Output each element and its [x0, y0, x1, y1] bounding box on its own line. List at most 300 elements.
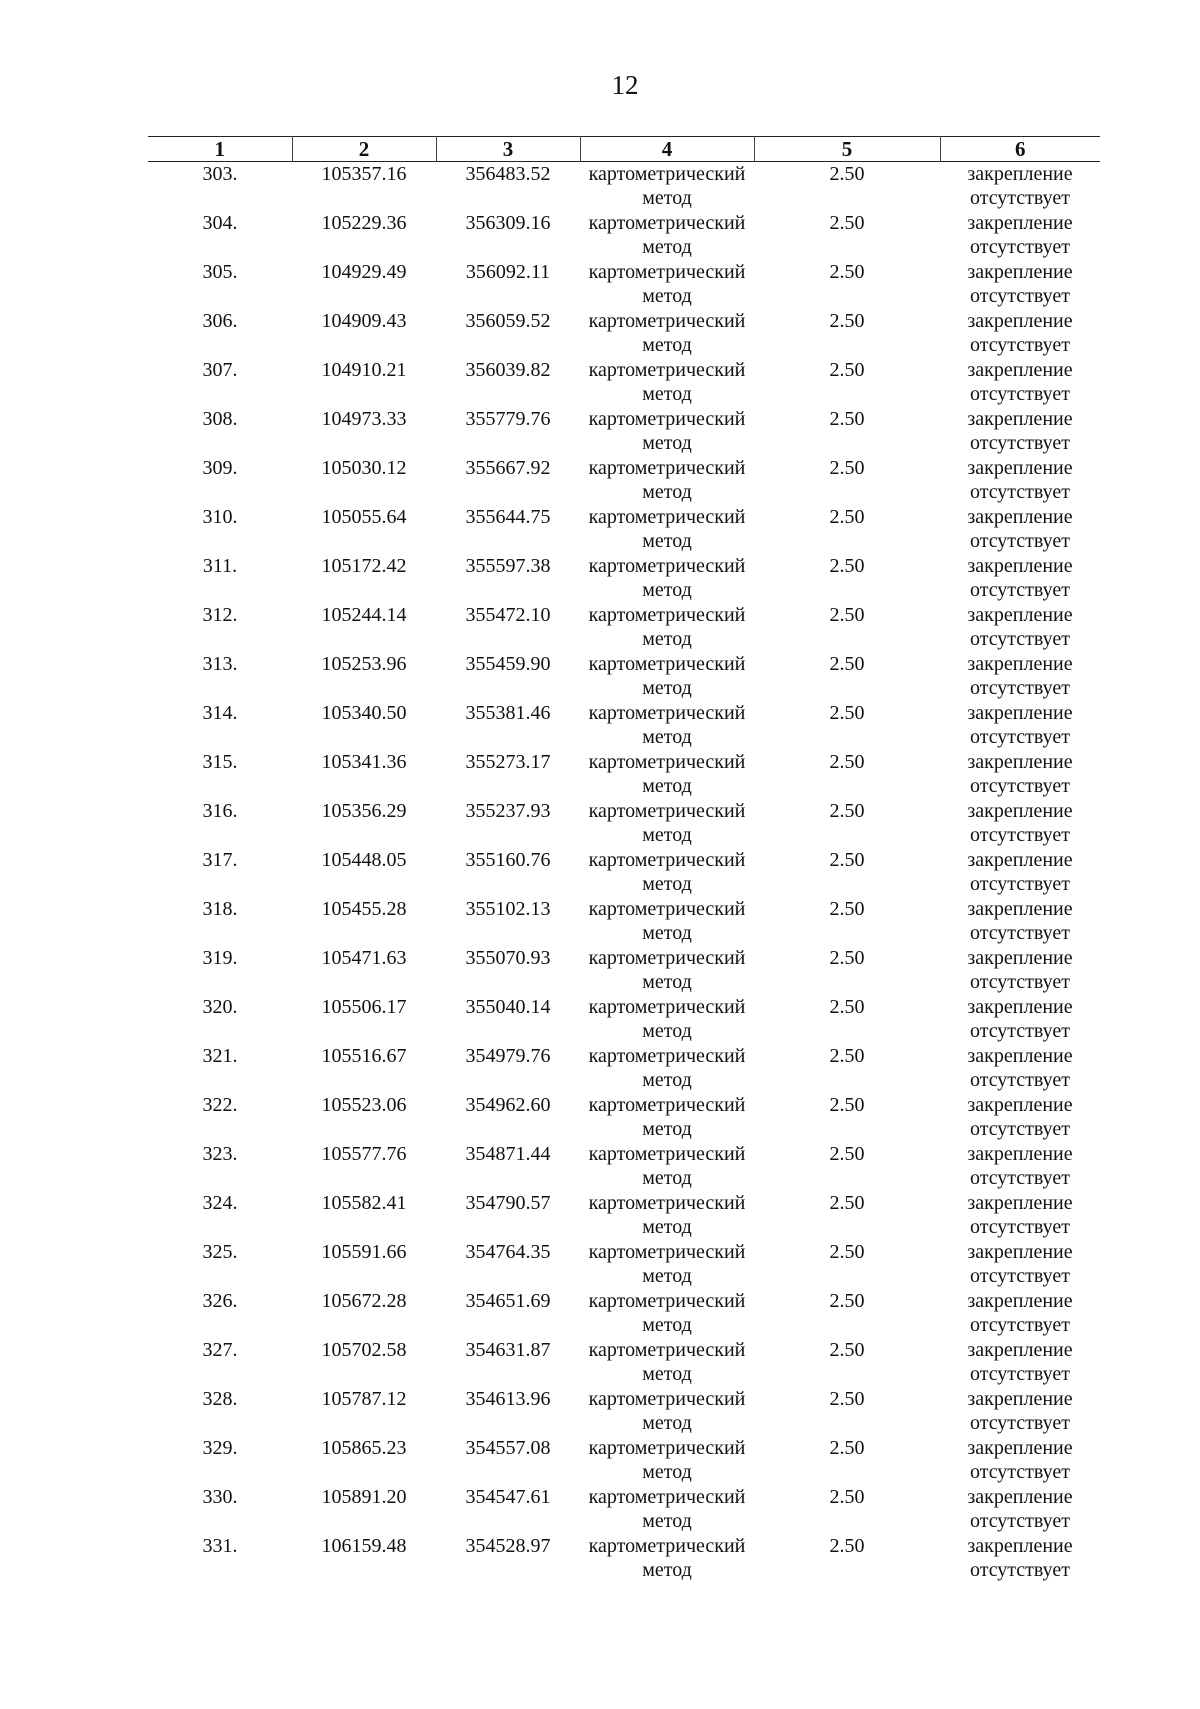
method-line-1: картометрический: [588, 1437, 746, 1459]
method-line-2: метод: [642, 1265, 692, 1287]
fixing-line-2: отсутствует: [969, 824, 1071, 846]
point-number: 321.: [202, 1045, 238, 1067]
fixing-line-1: закрепление: [967, 408, 1073, 430]
coordinate-y: 355040.14: [465, 996, 551, 1018]
method-line-2: метод: [642, 383, 692, 405]
accuracy-value: 2.50: [829, 800, 865, 822]
table-row: [148, 505, 1100, 554]
coordinate-y: 354651.69: [465, 1290, 551, 1312]
accuracy-value: 2.50: [829, 604, 865, 626]
determination-method: [580, 652, 754, 701]
method-line-1: картометрический: [588, 1486, 746, 1508]
coordinate-x: 105865.23: [321, 1437, 407, 1459]
fixing-line-2: отсутствует: [969, 971, 1071, 993]
fixing-description: [940, 456, 1100, 505]
determination-method: [580, 1142, 754, 1191]
coordinate-x: 104973.33: [321, 408, 407, 430]
column-header-3: 3: [436, 137, 580, 162]
table-row: [148, 1044, 1100, 1093]
coordinate-x: 105244.14: [321, 604, 407, 626]
table-row: [148, 750, 1100, 799]
fixing-line-1: закрепление: [967, 1388, 1073, 1410]
point-number: 310.: [202, 506, 238, 528]
table-row: [148, 848, 1100, 897]
fixing-line-2: отсутствует: [969, 187, 1071, 209]
table-row: [148, 946, 1100, 995]
method-line-2: метод: [642, 1363, 692, 1385]
determination-method: [580, 995, 754, 1044]
fixing-description: [940, 1044, 1100, 1093]
fixing-description: [940, 1142, 1100, 1191]
determination-method: [580, 1240, 754, 1289]
coordinate-y: 354962.60: [465, 1094, 551, 1116]
method-line-1: картометрический: [588, 1388, 746, 1410]
accuracy-value: 2.50: [829, 849, 865, 871]
coordinate-y: 355667.92: [465, 457, 551, 479]
method-line-2: метод: [642, 824, 692, 846]
column-header-4: 4: [580, 137, 754, 162]
fixing-line-1: закрепление: [967, 1290, 1073, 1312]
method-line-1: картометрический: [588, 408, 746, 430]
fixing-line-2: отсутствует: [969, 579, 1071, 601]
coordinate-y: 355644.75: [465, 506, 551, 528]
method-line-2: метод: [642, 334, 692, 356]
coordinate-y: 355459.90: [465, 653, 551, 675]
method-line-2: метод: [642, 1559, 692, 1581]
fixing-line-2: отсутствует: [969, 334, 1071, 356]
method-line-1: картометрический: [588, 359, 746, 381]
fixing-description: [940, 162, 1100, 212]
accuracy-value: 2.50: [829, 1388, 865, 1410]
point-number: 326.: [202, 1290, 238, 1312]
fixing-description: [940, 946, 1100, 995]
accuracy-value: 2.50: [829, 653, 865, 675]
coordinate-y: 356039.82: [465, 359, 551, 381]
determination-method: [580, 1387, 754, 1436]
coordinate-y: 355070.93: [465, 947, 551, 969]
fixing-line-1: закрепление: [967, 751, 1073, 773]
point-number: 318.: [202, 898, 238, 920]
accuracy-value: 2.50: [829, 457, 865, 479]
method-line-2: метод: [642, 579, 692, 601]
coordinate-x: 105253.96: [321, 653, 407, 675]
coordinate-y: 354979.76: [465, 1045, 551, 1067]
method-line-1: картометрический: [588, 898, 746, 920]
fixing-line-2: отсутствует: [969, 1069, 1071, 1091]
method-line-1: картометрический: [588, 212, 746, 234]
method-line-2: метод: [642, 1314, 692, 1336]
page-number: 12: [611, 70, 639, 100]
accuracy-value: 2.50: [829, 1241, 865, 1263]
table-row: [148, 701, 1100, 750]
method-line-2: метод: [642, 1167, 692, 1189]
method-line-2: метод: [642, 187, 692, 209]
determination-method: [580, 1534, 754, 1583]
point-number: 316.: [202, 800, 238, 822]
method-line-2: метод: [642, 1461, 692, 1483]
fixing-line-1: закрепление: [967, 947, 1073, 969]
fixing-description: [940, 260, 1100, 309]
fixing-description: [940, 1289, 1100, 1338]
determination-method: [580, 603, 754, 652]
coordinate-x: 106159.48: [321, 1535, 407, 1557]
accuracy-value: 2.50: [829, 1535, 865, 1557]
accuracy-value: 2.50: [829, 1045, 865, 1067]
fixing-line-2: отсутствует: [969, 873, 1071, 895]
table-row: [148, 1534, 1100, 1583]
fixing-description: [940, 701, 1100, 750]
fixing-description: [940, 848, 1100, 897]
fixing-line-1: закрепление: [967, 1339, 1073, 1361]
point-number: 305.: [202, 261, 238, 283]
method-line-2: метод: [642, 1216, 692, 1238]
method-line-2: метод: [642, 1118, 692, 1140]
fixing-line-1: закрепление: [967, 1241, 1073, 1263]
coordinate-y: 354631.87: [465, 1339, 551, 1361]
accuracy-value: 2.50: [829, 163, 865, 185]
accuracy-value: 2.50: [829, 408, 865, 430]
fixing-description: [940, 1338, 1100, 1387]
fixing-line-2: отсутствует: [969, 1314, 1071, 1336]
table-row: [148, 407, 1100, 456]
method-line-2: метод: [642, 922, 692, 944]
determination-method: [580, 848, 754, 897]
point-number: 309.: [202, 457, 238, 479]
coordinate-x: 105582.41: [321, 1192, 407, 1214]
point-number: 331.: [202, 1535, 238, 1557]
coordinate-x: 105523.06: [321, 1094, 407, 1116]
table-row: [148, 1142, 1100, 1191]
accuracy-value: 2.50: [829, 1437, 865, 1459]
table-row: [148, 1093, 1100, 1142]
coordinate-y: 354528.97: [465, 1535, 551, 1557]
determination-method: [580, 1436, 754, 1485]
determination-method: [580, 358, 754, 407]
method-line-1: картометрический: [588, 1143, 746, 1165]
accuracy-value: 2.50: [829, 212, 865, 234]
method-line-2: метод: [642, 285, 692, 307]
accuracy-value: 2.50: [829, 996, 865, 1018]
accuracy-value: 2.50: [829, 359, 865, 381]
method-line-2: метод: [642, 628, 692, 650]
accuracy-value: 2.50: [829, 1094, 865, 1116]
accuracy-value: 2.50: [829, 1192, 865, 1214]
coordinate-x: 105340.50: [321, 702, 407, 724]
fixing-line-1: закрепление: [967, 212, 1073, 234]
method-line-1: картометрический: [588, 1241, 746, 1263]
table-row: [148, 309, 1100, 358]
fixing-line-2: отсутствует: [969, 726, 1071, 748]
accuracy-value: 2.50: [829, 1339, 865, 1361]
table-row: [148, 1387, 1100, 1436]
coordinate-y: 356309.16: [465, 212, 551, 234]
coordinate-y: 354764.35: [465, 1241, 551, 1263]
coordinate-x: 105891.20: [321, 1486, 407, 1508]
determination-method: [580, 162, 754, 212]
column-header-6: 6: [940, 137, 1100, 162]
method-line-2: метод: [642, 481, 692, 503]
table-body: [148, 162, 1100, 1584]
point-number: 319.: [202, 947, 238, 969]
fixing-line-2: отсутствует: [969, 1265, 1071, 1287]
accuracy-value: 2.50: [829, 1486, 865, 1508]
fixing-line-2: отсутствует: [969, 383, 1071, 405]
determination-method: [580, 505, 754, 554]
method-line-1: картометрический: [588, 800, 746, 822]
column-header-2: 2: [292, 137, 436, 162]
coordinate-x: 105577.76: [321, 1143, 407, 1165]
coordinate-y: 355102.13: [465, 898, 551, 920]
fixing-line-1: закрепление: [967, 310, 1073, 332]
point-number: 313.: [202, 653, 238, 675]
accuracy-value: 2.50: [829, 555, 865, 577]
coordinate-x: 105672.28: [321, 1290, 407, 1312]
table-row: [148, 603, 1100, 652]
fixing-line-1: закрепление: [967, 849, 1073, 871]
accuracy-value: 2.50: [829, 261, 865, 283]
method-line-1: картометрический: [588, 310, 746, 332]
point-number: 327.: [202, 1339, 238, 1361]
method-line-2: метод: [642, 1020, 692, 1042]
coordinate-y: 356483.52: [465, 163, 551, 185]
coordinate-y: 356059.52: [465, 310, 551, 332]
method-line-1: картометрический: [588, 163, 746, 185]
fixing-line-2: отсутствует: [969, 628, 1071, 650]
method-line-1: картометрический: [588, 1339, 746, 1361]
coordinate-x: 105787.12: [321, 1388, 407, 1410]
method-line-2: метод: [642, 236, 692, 258]
method-line-1: картометрический: [588, 555, 746, 577]
fixing-line-1: закрепление: [967, 653, 1073, 675]
point-number: 315.: [202, 751, 238, 773]
method-line-2: метод: [642, 775, 692, 797]
coordinate-x: 105471.63: [321, 947, 407, 969]
method-line-1: картометрический: [588, 1192, 746, 1214]
coordinate-y: 355779.76: [465, 408, 551, 430]
point-number: 304.: [202, 212, 238, 234]
point-number: 323.: [202, 1143, 238, 1165]
coordinate-x: 105357.16: [321, 163, 407, 185]
fixing-description: [940, 1191, 1100, 1240]
fixing-description: [940, 1485, 1100, 1534]
method-line-1: картометрический: [588, 653, 746, 675]
fixing-line-1: закрепление: [967, 359, 1073, 381]
coordinate-y: 354790.57: [465, 1192, 551, 1214]
determination-method: [580, 260, 754, 309]
coordinate-y: 355160.76: [465, 849, 551, 871]
fixing-line-1: закрепление: [967, 1535, 1073, 1557]
fixing-line-2: отсутствует: [969, 922, 1071, 944]
coordinate-x: 105341.36: [321, 751, 407, 773]
table-row: [148, 799, 1100, 848]
coordinate-y: 354871.44: [465, 1143, 551, 1165]
point-number: 307.: [202, 359, 238, 381]
fixing-line-2: отсутствует: [969, 1461, 1071, 1483]
coordinate-y: 354557.08: [465, 1437, 551, 1459]
method-line-1: картометрический: [588, 604, 746, 626]
determination-method: [580, 1044, 754, 1093]
method-line-2: метод: [642, 971, 692, 993]
coordinate-x: 104910.21: [321, 359, 407, 381]
coordinate-y: 354547.61: [465, 1486, 551, 1508]
table-row: [148, 260, 1100, 309]
table-row: [148, 1338, 1100, 1387]
fixing-line-1: закрепление: [967, 1486, 1073, 1508]
method-line-2: метод: [642, 530, 692, 552]
method-line-1: картометрический: [588, 1094, 746, 1116]
column-header-5: 5: [754, 137, 940, 162]
determination-method: [580, 1191, 754, 1240]
determination-method: [580, 1289, 754, 1338]
fixing-line-1: закрепление: [967, 506, 1073, 528]
fixing-description: [940, 554, 1100, 603]
method-line-1: картометрический: [588, 996, 746, 1018]
fixing-line-1: закрепление: [967, 800, 1073, 822]
method-line-2: метод: [642, 873, 692, 895]
point-number: 314.: [202, 702, 238, 724]
table-row: [148, 456, 1100, 505]
coordinate-y: 354613.96: [465, 1388, 551, 1410]
method-line-1: картометрический: [588, 457, 746, 479]
accuracy-value: 2.50: [829, 751, 865, 773]
method-line-1: картометрический: [588, 947, 746, 969]
point-number: 320.: [202, 996, 238, 1018]
fixing-line-2: отсутствует: [969, 1510, 1071, 1532]
fixing-line-2: отсутствует: [969, 775, 1071, 797]
accuracy-value: 2.50: [829, 1143, 865, 1165]
determination-method: [580, 309, 754, 358]
accuracy-value: 2.50: [829, 506, 865, 528]
accuracy-value: 2.50: [829, 702, 865, 724]
table-row: [148, 897, 1100, 946]
determination-method: [580, 1485, 754, 1534]
table-row: [148, 995, 1100, 1044]
fixing-line-2: отсутствует: [969, 1559, 1071, 1581]
fixing-description: [940, 358, 1100, 407]
method-line-2: метод: [642, 432, 692, 454]
point-number: 329.: [202, 1437, 238, 1459]
point-number: 317.: [202, 849, 238, 871]
fixing-line-2: отсутствует: [969, 530, 1071, 552]
coordinate-y: 356092.11: [465, 261, 551, 283]
fixing-description: [940, 897, 1100, 946]
point-number: 308.: [202, 408, 238, 430]
determination-method: [580, 554, 754, 603]
fixing-description: [940, 1093, 1100, 1142]
fixing-description: [940, 750, 1100, 799]
point-number: 324.: [202, 1192, 238, 1214]
coordinate-x: 105506.17: [321, 996, 407, 1018]
determination-method: [580, 897, 754, 946]
fixing-line-1: закрепление: [967, 457, 1073, 479]
fixing-line-2: отсутствует: [969, 285, 1071, 307]
coordinate-x: 105229.36: [321, 212, 407, 234]
determination-method: [580, 701, 754, 750]
point-number: 306.: [202, 310, 238, 332]
coordinate-x: 105055.64: [321, 506, 407, 528]
determination-method: [580, 1338, 754, 1387]
method-line-1: картометрический: [588, 849, 746, 871]
fixing-line-2: отсутствует: [969, 1167, 1071, 1189]
fixing-line-2: отсутствует: [969, 1216, 1071, 1238]
coordinate-y: 355472.10: [465, 604, 551, 626]
coordinate-x: 105356.29: [321, 800, 407, 822]
fixing-line-2: отсутствует: [969, 677, 1071, 699]
method-line-1: картометрический: [588, 751, 746, 773]
fixing-line-2: отсутствует: [969, 236, 1071, 258]
fixing-description: [940, 652, 1100, 701]
accuracy-value: 2.50: [829, 310, 865, 332]
point-number: 322.: [202, 1094, 238, 1116]
method-line-1: картометрический: [588, 702, 746, 724]
coordinate-y: 355381.46: [465, 702, 551, 724]
determination-method: [580, 211, 754, 260]
determination-method: [580, 799, 754, 848]
accuracy-value: 2.50: [829, 947, 865, 969]
coordinate-x: 105591.66: [321, 1241, 407, 1263]
method-line-2: метод: [642, 1510, 692, 1532]
table-row: [148, 1436, 1100, 1485]
fixing-line-2: отсутствует: [969, 1363, 1071, 1385]
column-header-1: 1: [148, 137, 292, 162]
determination-method: [580, 456, 754, 505]
point-number: 328.: [202, 1388, 238, 1410]
fixing-line-1: закрепление: [967, 1094, 1073, 1116]
determination-method: [580, 407, 754, 456]
point-number: 311.: [202, 555, 238, 577]
method-line-2: метод: [642, 1069, 692, 1091]
point-number: 312.: [202, 604, 238, 626]
table-row: [148, 1289, 1100, 1338]
fixing-line-2: отсутствует: [969, 481, 1071, 503]
method-line-2: метод: [642, 677, 692, 699]
accuracy-value: 2.50: [829, 1290, 865, 1312]
method-line-2: метод: [642, 726, 692, 748]
fixing-description: [940, 1436, 1100, 1485]
fixing-description: [940, 407, 1100, 456]
fixing-line-1: закрепление: [967, 702, 1073, 724]
determination-method: [580, 1093, 754, 1142]
fixing-description: [940, 799, 1100, 848]
coordinate-x: 105455.28: [321, 898, 407, 920]
table-row: [148, 1191, 1100, 1240]
point-number: 325.: [202, 1241, 238, 1263]
table-row: [148, 1240, 1100, 1289]
accuracy-value: 2.50: [829, 898, 865, 920]
point-number: 330.: [202, 1486, 238, 1508]
fixing-line-1: закрепление: [967, 1192, 1073, 1214]
fixing-description: [940, 505, 1100, 554]
coordinate-x: 105172.42: [321, 555, 407, 577]
method-line-1: картометрический: [588, 1045, 746, 1067]
table-row: [148, 211, 1100, 260]
determination-method: [580, 750, 754, 799]
coordinate-x: 105030.12: [321, 457, 407, 479]
fixing-line-1: закрепление: [967, 163, 1073, 185]
coordinate-y: 355597.38: [465, 555, 551, 577]
fixing-line-2: отсутствует: [969, 1020, 1071, 1042]
coordinate-x: 105448.05: [321, 849, 407, 871]
fixing-line-1: закрепление: [967, 261, 1073, 283]
fixing-description: [940, 995, 1100, 1044]
coordinate-y: 355273.17: [465, 751, 551, 773]
coordinate-x: 105516.67: [321, 1045, 407, 1067]
fixing-description: [940, 211, 1100, 260]
fixing-line-1: закрепление: [967, 604, 1073, 626]
determination-method: [580, 946, 754, 995]
table-row: [148, 358, 1100, 407]
fixing-line-2: отсутствует: [969, 1412, 1071, 1434]
